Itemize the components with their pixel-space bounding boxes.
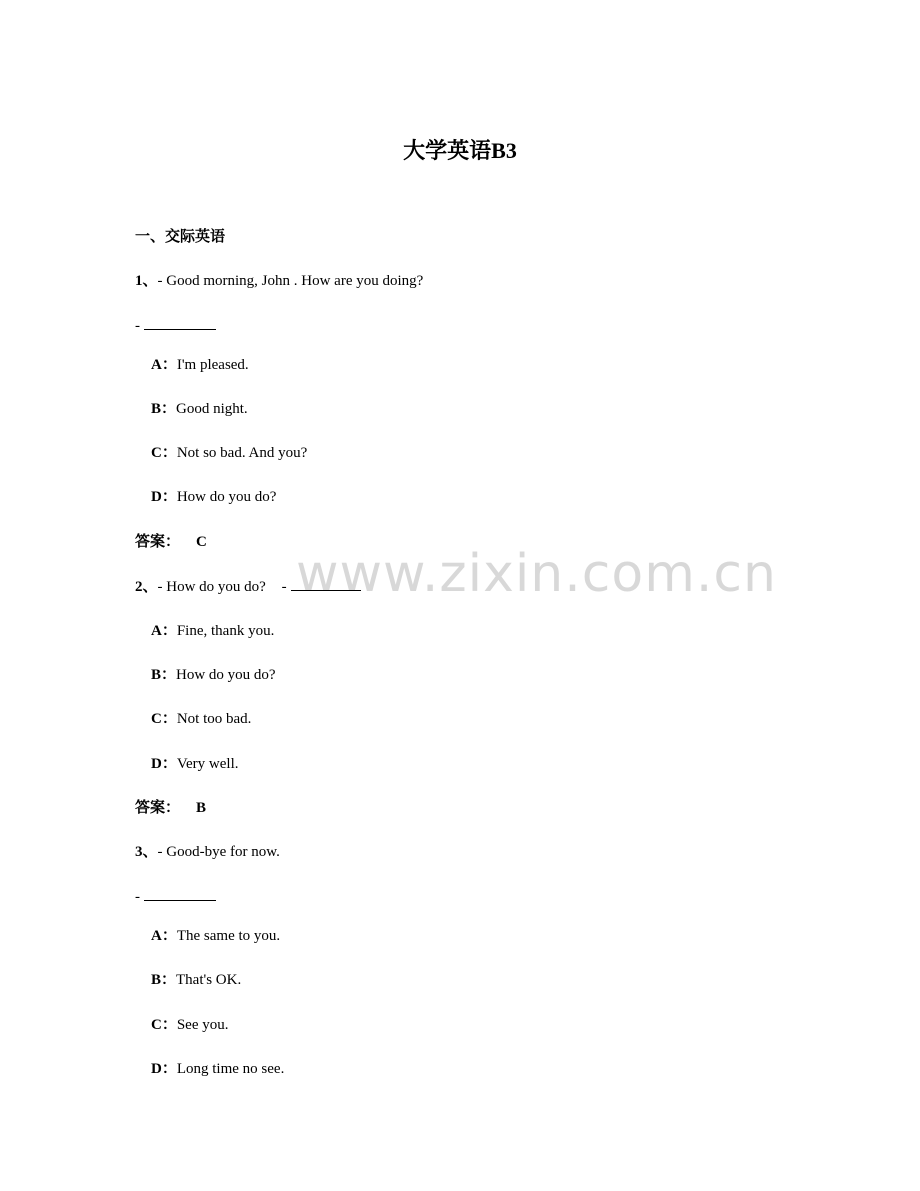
option-text: How do you do? — [176, 489, 277, 505]
option-text: The same to you. — [176, 928, 281, 944]
option-letter: D： — [151, 489, 177, 505]
option-d — [151, 1059, 284, 1079]
option-b — [151, 970, 241, 990]
answer-1 — [135, 532, 207, 552]
reply-dash: - — [281, 579, 287, 595]
option-b — [151, 399, 248, 419]
option-b — [151, 665, 276, 685]
option-text: Good night. — [176, 401, 248, 417]
question-prompt: - Good morning, John . How are you doing? — [157, 273, 424, 289]
answer-blank — [291, 576, 361, 591]
option-letter: C： — [151, 445, 177, 461]
option-letter: B： — [151, 972, 177, 988]
question-3-reply — [135, 886, 216, 907]
option-text: Long time no see. — [176, 1061, 285, 1077]
answer-label: 答案： — [135, 800, 181, 816]
option-text: How do you do? — [176, 667, 276, 683]
option-letter: C： — [151, 1017, 177, 1033]
option-text: See you. — [176, 1017, 229, 1033]
option-text: Very well. — [176, 756, 239, 772]
answer-value: C — [196, 534, 207, 550]
answer-blank — [144, 315, 216, 330]
option-d — [151, 487, 276, 507]
question-3 — [135, 842, 280, 862]
section-heading: 一、交际英语 — [135, 229, 226, 245]
option-d — [151, 754, 239, 774]
option-c — [151, 1015, 229, 1035]
option-a — [151, 621, 274, 641]
option-letter: D： — [151, 1061, 177, 1077]
answer-value: B — [196, 800, 207, 816]
option-letter: B： — [151, 401, 177, 417]
question-number: 1、 — [135, 273, 158, 289]
reply-dash: - — [135, 889, 140, 905]
question-prompt: - How do you do? — [157, 579, 266, 595]
option-c — [151, 443, 307, 463]
option-letter: A： — [151, 928, 177, 944]
option-a — [151, 926, 280, 946]
option-letter: B： — [151, 667, 177, 683]
option-letter: A： — [151, 357, 177, 373]
option-text: I'm pleased. — [176, 357, 249, 373]
question-1-reply — [135, 315, 216, 336]
question-2 — [135, 576, 361, 597]
option-letter: D： — [151, 756, 177, 772]
question-1 — [135, 271, 423, 291]
document-title: 大学英语B3 — [403, 138, 517, 163]
question-number: 3、 — [135, 844, 158, 860]
question-prompt: - Good-bye for now. — [157, 844, 280, 860]
option-c — [151, 709, 251, 729]
option-text: Fine, thank you. — [176, 623, 275, 639]
answer-blank — [144, 886, 216, 901]
reply-dash: - — [135, 318, 140, 334]
option-text: That's OK. — [176, 972, 242, 988]
option-a — [151, 355, 249, 375]
watermark: www.zixin.com.cn — [296, 544, 777, 604]
option-text: Not so bad. And you? — [176, 445, 308, 461]
option-letter: C： — [151, 711, 177, 727]
answer-label: 答案： — [135, 534, 181, 550]
answer-2 — [135, 798, 206, 818]
question-number: 2、 — [135, 579, 158, 595]
option-text: Not too bad. — [176, 711, 252, 727]
option-letter: A： — [151, 623, 177, 639]
